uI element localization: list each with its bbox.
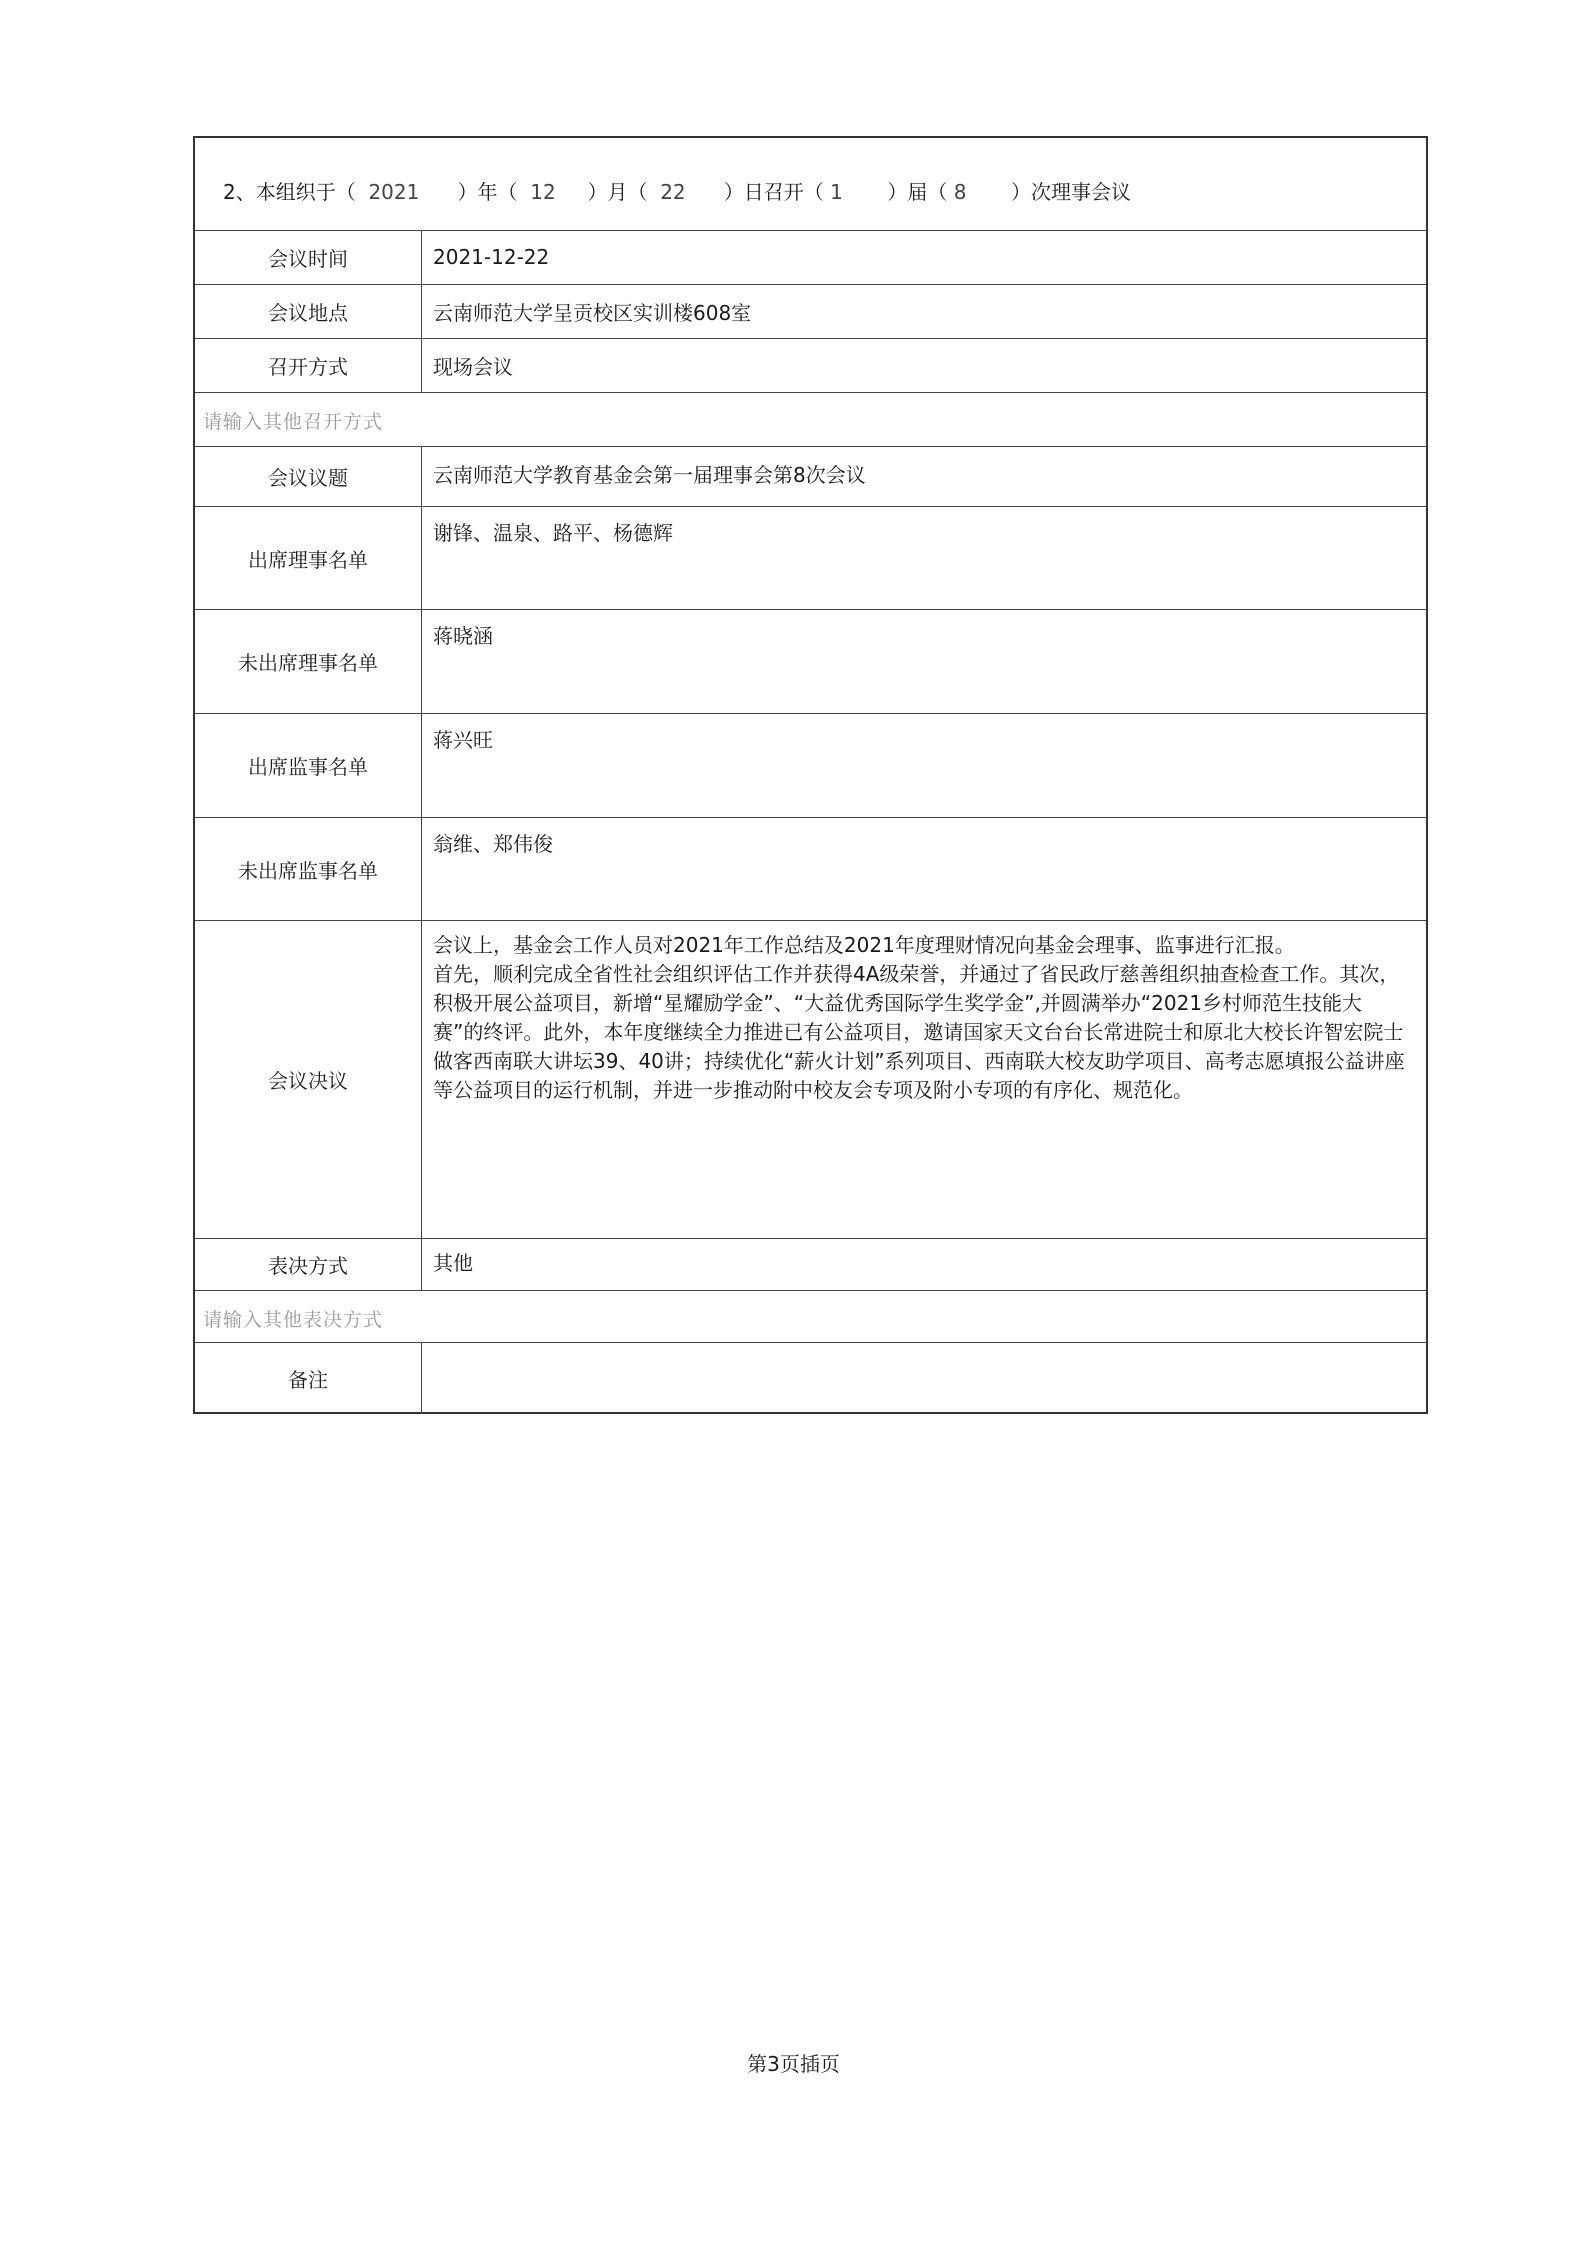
value-present-supervisors: 蒋兴旺 — [433, 728, 493, 752]
header-session: 1 — [830, 180, 843, 204]
row-vote-method — [195, 1238, 1426, 1290]
row-meeting-topic — [195, 446, 1426, 506]
label-absent-directors: 未出席理事名单 — [195, 610, 422, 713]
value-meeting-topic: 云南师范大学教育基金会第一届理事会第8次会议 — [433, 463, 866, 487]
header-prefix: 2、本组织于（ — [223, 180, 356, 204]
row-meeting-time — [195, 230, 1426, 284]
row-meeting-method — [195, 338, 1426, 392]
label-meeting-topic: 会议议题 — [195, 447, 422, 506]
label-remarks: 备注 — [195, 1343, 422, 1414]
row-present-supervisors — [195, 713, 1426, 817]
value-meeting-time: 2021-12-22 — [433, 245, 550, 269]
label-vote-method: 表决方式 — [195, 1239, 422, 1290]
header-year-unit: ）年（ — [457, 180, 518, 204]
row-meeting-place — [195, 284, 1426, 338]
label-meeting-place: 会议地点 — [195, 285, 422, 338]
header-session-unit: ）届（ — [887, 180, 948, 204]
label-absent-supervisors: 未出席监事名单 — [195, 818, 422, 920]
row-resolution — [195, 920, 1426, 1238]
label-resolution: 会议决议 — [195, 921, 422, 1238]
value-vote-method: 其他 — [433, 1251, 473, 1275]
vote-other-placeholder: 请输入其他表决方式 — [203, 1309, 384, 1331]
page-footer: 第3页插页 — [747, 2052, 840, 2076]
row-absent-directors — [195, 609, 1426, 713]
value-absent-directors: 蒋晓涵 — [433, 624, 493, 648]
header-day-unit: ）日召开（ — [723, 180, 824, 204]
meeting-header-text — [223, 176, 1131, 205]
header-meeting-unit: ）次理事会议 — [1011, 180, 1132, 204]
row-absent-supervisors — [195, 817, 1426, 920]
row-vote-other — [195, 1290, 1426, 1342]
meeting-header-row — [195, 138, 1426, 230]
header-meeting-no: 8 — [953, 180, 967, 204]
value-meeting-place: 云南师范大学呈贡校区实训楼608室 — [433, 301, 752, 325]
header-month: 12 — [530, 180, 556, 204]
label-present-supervisors: 出席监事名单 — [195, 714, 422, 817]
value-present-directors: 谢锋、温泉、路平、杨德辉 — [433, 521, 673, 545]
resolution-paragraph-1: 会议上，基金会工作人员对2021年工作总结及2021年度理财情况向基金会理事、监事进行汇报。 — [433, 933, 1295, 957]
label-present-directors: 出席理事名单 — [195, 507, 422, 609]
row-present-directors — [195, 506, 1426, 609]
row-method-other — [195, 392, 1426, 446]
label-meeting-method: 召开方式 — [195, 339, 422, 392]
value-resolution — [433, 931, 1412, 1105]
meeting-record-form — [193, 136, 1428, 1414]
value-absent-supervisors: 翁维、郑伟俊 — [433, 832, 553, 856]
method-other-placeholder: 请输入其他召开方式 — [203, 411, 384, 433]
label-meeting-time: 会议时间 — [195, 231, 422, 284]
resolution-paragraph-2: 首先，顺利完成全省性社会组织评估工作并获得4A级荣誉，并通过了省民政厅慈善组织抽查检查工作。其次，积极开展公益项目，新增“星耀励学金”、“大益优秀国际学生奖学金”,并圆满举办“2021乡村师范生技能大赛”的终评。此外，本年度继续全力推进已有公益项目，邀请国家天文台台长常进院士和原北大校长许智宏院士做客西南联大讲坛39、40讲；持续优化“薪火计划”系列项目、西南联大校友助学项目、高考志愿填报公益讲座等公益项目的运行机制，并进一步推动附中校友会专项及附小专项的有序化、规范化。 — [433, 962, 1405, 1102]
value-meeting-method: 现场会议 — [433, 355, 513, 379]
header-month-unit: ）月（ — [587, 180, 648, 204]
header-day: 22 — [660, 180, 686, 204]
header-year: 2021 — [368, 180, 420, 204]
row-remarks — [195, 1342, 1426, 1414]
